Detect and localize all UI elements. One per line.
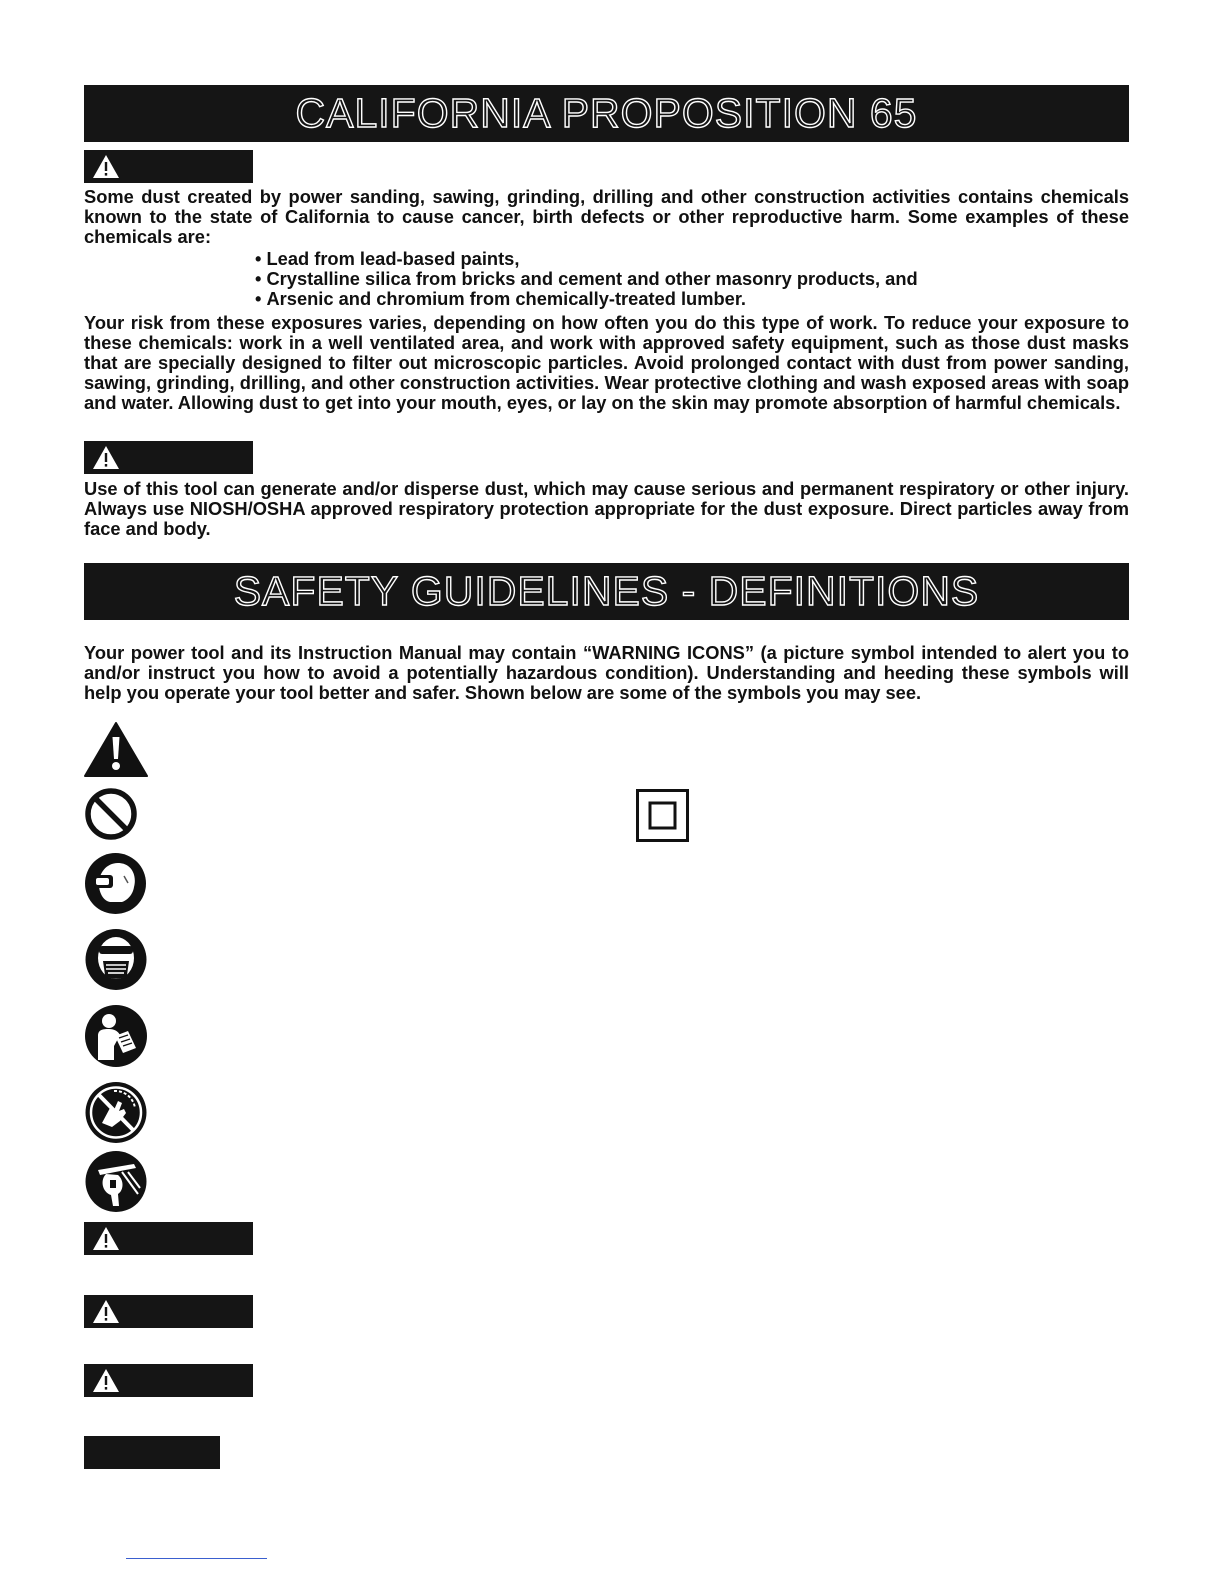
safety-alert-icon [84,721,148,777]
prop65-heading-banner [84,85,1129,142]
warning-signal-bar [84,1295,253,1328]
prohibition-icon [84,787,138,841]
prop65-heading: CALIFORNIA PROPOSITION 65 [295,90,918,136]
notice-signal-bar [84,1436,220,1469]
alert-triangle-icon [92,445,120,470]
dust-warning-text: Use of this tool can generate and/or disperse dust, which may cause serious and permanent respiratory or other injury. Always use NIOSH/OSHA approved respiratory protection appropriate for the dust exposure. Direct particles away from face and body. [84,478,1129,539]
exposure-risk-text: Your risk from these exposures varies, depending on how often you do this type of work. To reduce your exposure to these chemicals: work in a well ventilated area, and work with approved safety equipment, such as those dust masks that are specially designed to filter out microscopic particles. Avoid prolonged contact with dust from power sanding, sawing, grinding, drilling, and other construction activities. Wear protective clothing and wash exposed areas with soap and water. Allowing dust to get into your mouth, eyes, or lay on the skin may promote absorption of harmful chemicals. [84,312,1129,413]
warning-signal-bar [84,150,253,183]
warning-icons-intro: Your power tool and its Instruction Manual may contain “WARNING ICONS” (a picture symbol intended to alert you to and/or instruct you how to avoid a potentially hazardous condition). Understanding and heeding these symbols will help you operate your tool better and safer. Shown below are some of the symbols you may see. [84,642,1129,703]
alert-triangle-icon [92,1226,120,1251]
caution-signal-bar [84,1364,253,1397]
read-manual-icon [84,1004,148,1068]
alert-triangle-icon [92,1299,120,1324]
alert-triangle-icon [92,1368,120,1393]
safety-heading: SAFETY GUIDELINES - DEFINITIONS [233,568,980,614]
list-item: • Crystalline silica from bricks and cement and other masonry products, and [255,269,918,289]
alert-triangle-icon [92,154,120,179]
list-item: • Lead from lead-based paints, [255,249,918,269]
respiratory-protection-icon [84,928,148,991]
unplug-tool-icon [84,1150,148,1213]
double-insulation-icon [636,789,689,842]
list-item: • Arsenic and chromium from chemically-treated lumber. [255,289,918,309]
safety-heading-banner [84,563,1129,620]
hands-away-icon [84,1081,148,1144]
prop65-warning-text: Some dust created by power sanding, sawing, grinding, drilling and other construction activities contains chemicals known to the state of California to cause cancer, birth defects or other reproductive harm. Some examples of these chemicals are: [84,186,1129,247]
eye-protection-icon [84,852,147,915]
footer-rule [126,1558,267,1559]
chemical-examples-list [255,249,918,309]
danger-signal-bar [84,1222,253,1255]
warning-signal-bar [84,441,253,474]
